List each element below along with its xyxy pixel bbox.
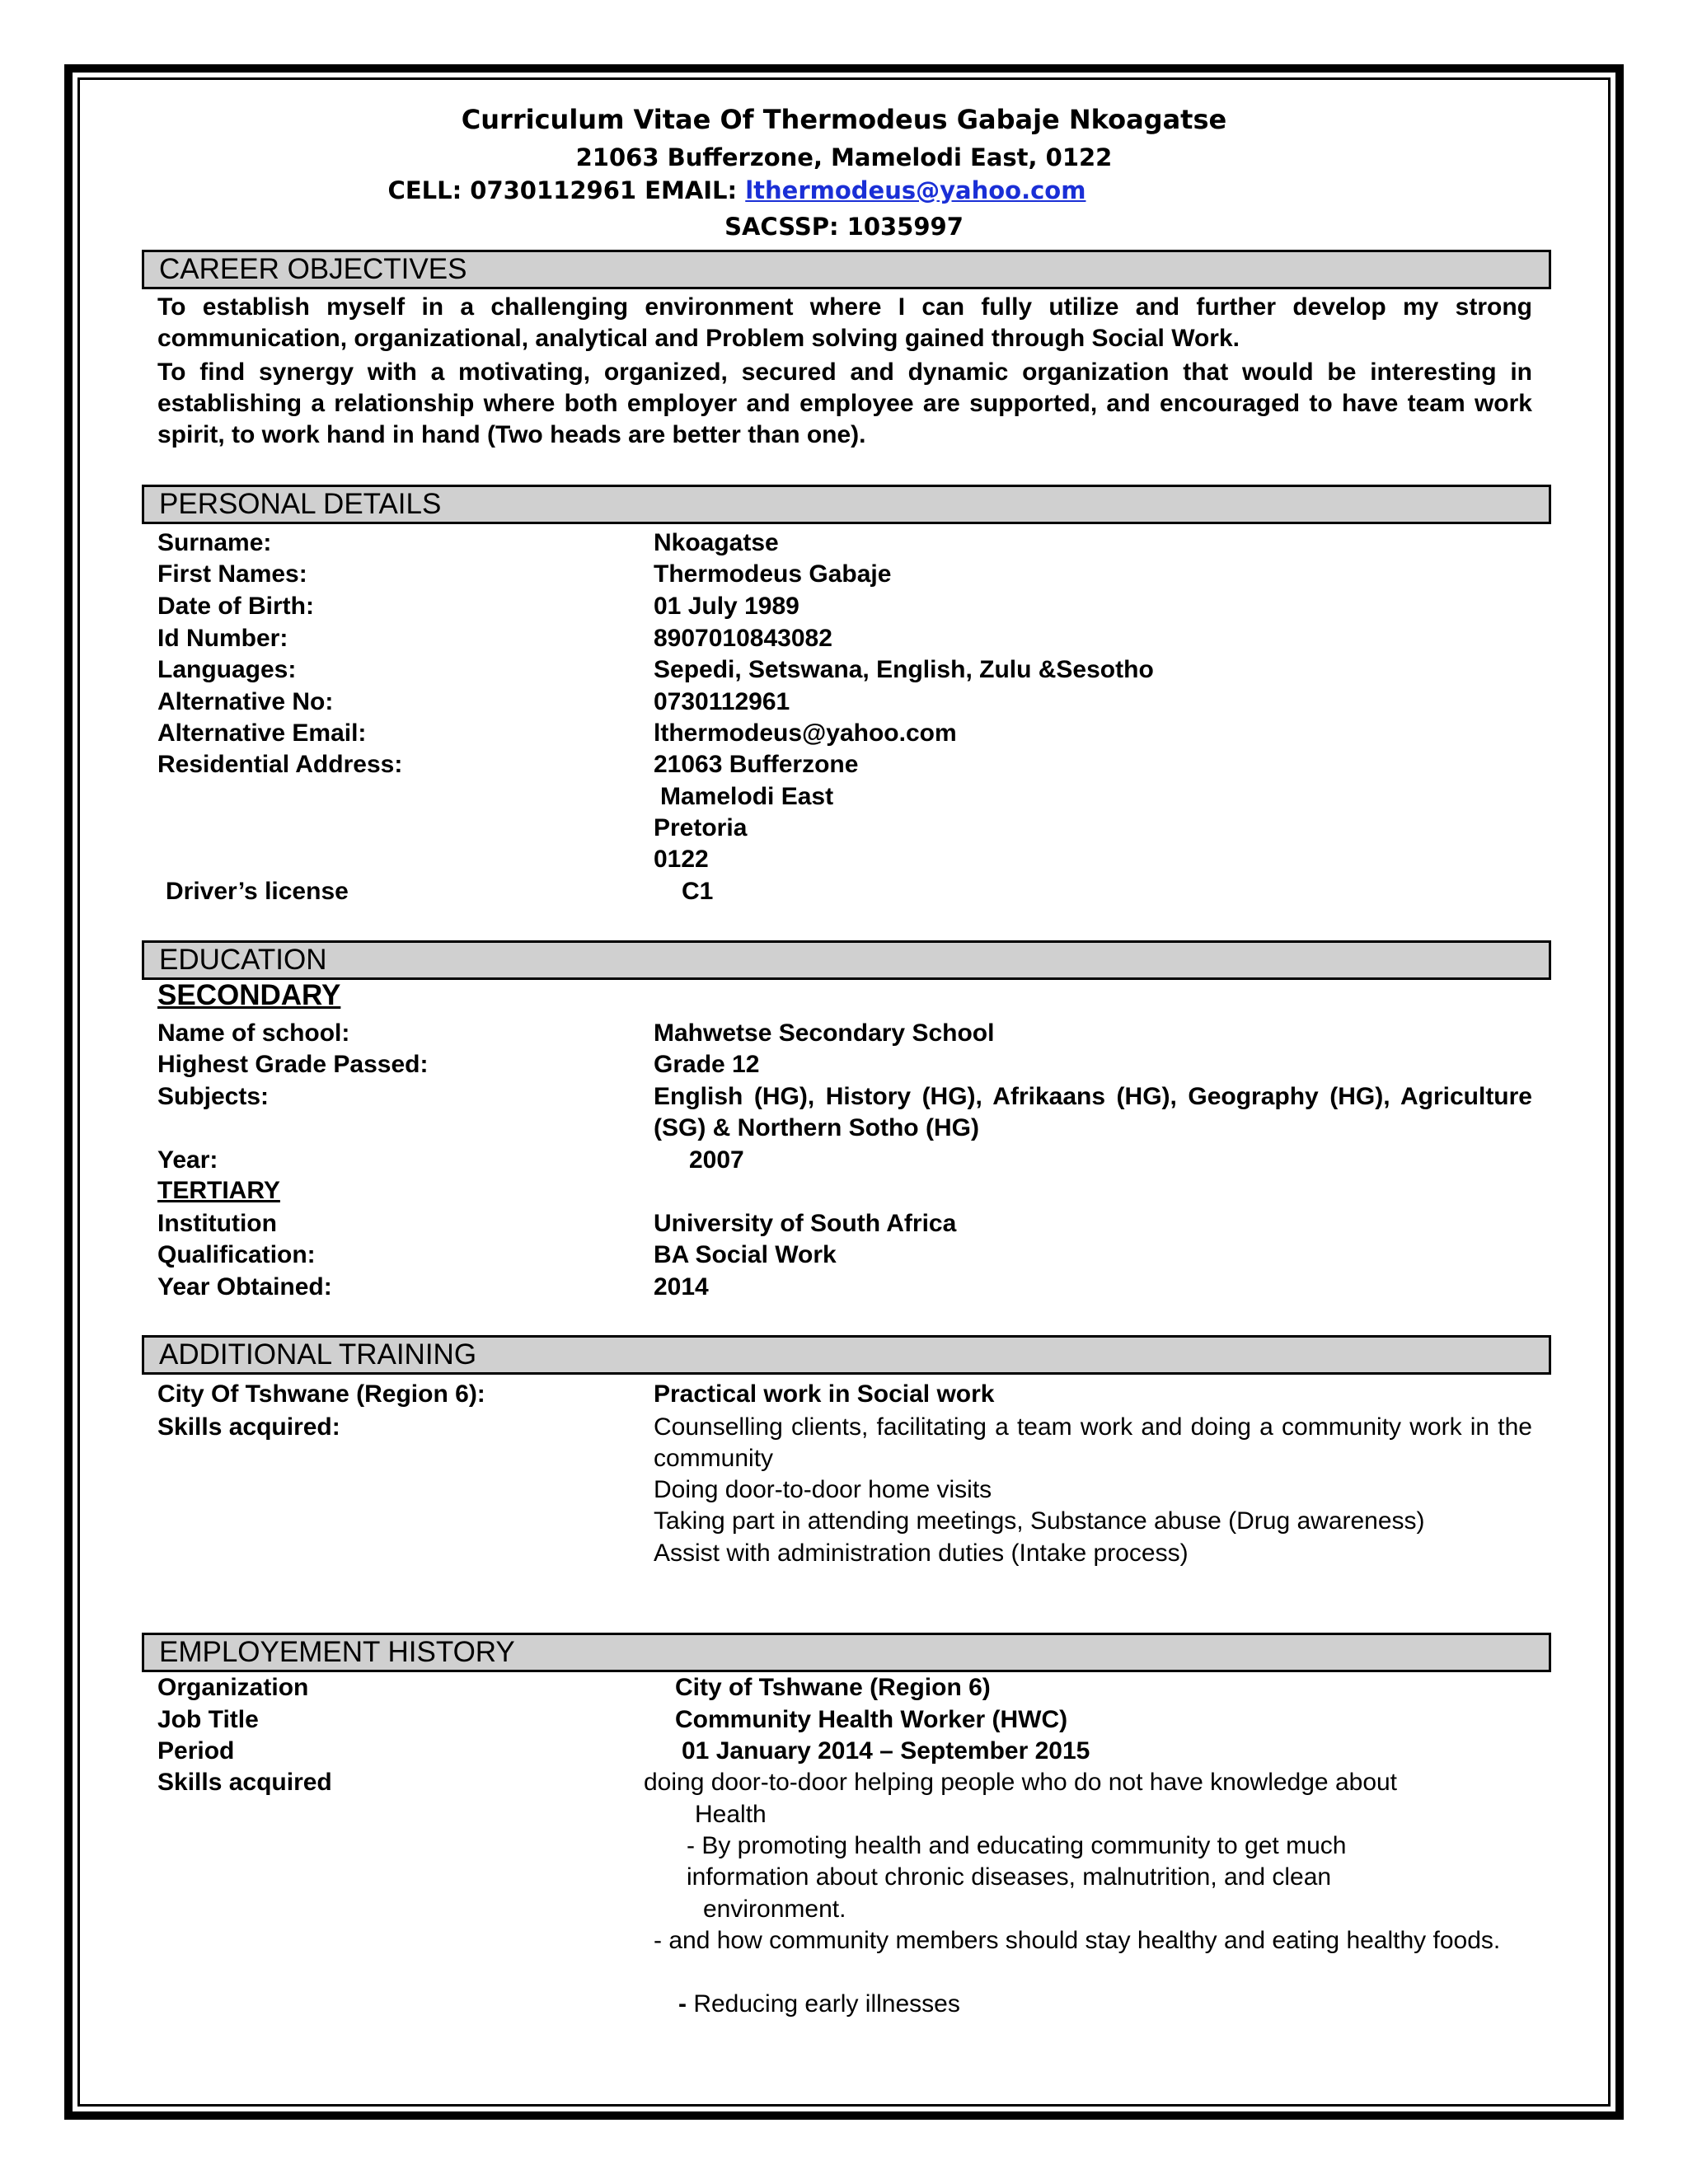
detail-label: Driver’s license — [166, 878, 349, 905]
detail-value: 2007 — [689, 1146, 744, 1174]
detail-value: Mahwetse Secondary School — [654, 1019, 995, 1047]
address-line-value: 0122 — [654, 846, 709, 873]
employment-skill-line: environment. — [703, 1896, 846, 1923]
employment-history-heading: EMPLOYEMENT HISTORY — [142, 1633, 1551, 1672]
detail-label: City Of Tshwane (Region 6): — [157, 1380, 485, 1408]
education-heading: EDUCATION — [142, 940, 1551, 980]
detail-value: 21063 Bufferzone — [654, 751, 859, 778]
detail-label: Job Title — [157, 1706, 259, 1733]
bullet-dash: - — [678, 1990, 687, 2018]
secondary-heading: SECONDARY — [157, 979, 341, 1011]
detail-value: C1 — [682, 878, 714, 905]
detail-label: Name of school: — [157, 1019, 350, 1047]
detail-value: BA Social Work — [654, 1241, 837, 1268]
employment-skill-text: Reducing early illnesses — [687, 1990, 960, 2018]
detail-label: Alternative Email: — [157, 719, 367, 747]
detail-label: Alternative No: — [157, 688, 334, 715]
detail-label: Institution — [157, 1210, 277, 1237]
detail-value: University of South Africa — [654, 1210, 957, 1237]
detail-value: Thermodeus Gabaje — [654, 560, 892, 588]
detail-value: English (HG), History (HG), Afrikaans (HG), Geography (HG), Agriculture (SG) & Northern Sotho (HG) — [654, 1083, 1532, 1141]
employment-skill-line: Health — [695, 1801, 767, 1828]
employment-skill-line: information about chronic diseases, malnutrition, and clean — [687, 1863, 1332, 1891]
detail-label: Skills acquired — [157, 1769, 332, 1796]
detail-value: 8907010843082 — [654, 625, 832, 652]
detail-value: lthermodeus@yahoo.com — [654, 719, 957, 747]
cell-label: CELL: 0730112961 EMAIL: — [387, 176, 746, 204]
header-contact — [0, 176, 1581, 204]
detail-label: Highest Grade Passed: — [157, 1051, 429, 1078]
tertiary-heading: TERTIARY — [157, 1177, 280, 1204]
detail-value: Community Health Worker (HWC) — [675, 1706, 1068, 1733]
detail-value: Grade 12 — [654, 1051, 760, 1078]
detail-label: Date of Birth: — [157, 593, 314, 620]
career-objectives-heading: CAREER OBJECTIVES — [142, 250, 1551, 289]
employment-skill-line: - By promoting health and educating community to get much — [687, 1832, 1347, 1859]
training-skill-line: Taking part in attending meetings, Substance abuse (Drug awareness) — [654, 1507, 1425, 1535]
sacssp-number: SACSSP: 1035997 — [724, 213, 964, 241]
detail-value: 01 January 2014 – September 2015 — [682, 1737, 1090, 1765]
detail-label: Languages: — [157, 656, 297, 683]
detail-label: Subjects: — [157, 1083, 270, 1110]
detail-value: 2014 — [654, 1273, 709, 1301]
employment-skill-line: doing door-to-door helping people who do not have knowledge about — [644, 1769, 1398, 1796]
detail-label: Skills acquired: — [157, 1413, 340, 1441]
detail-value: Practical work in Social work — [654, 1380, 995, 1408]
detail-value: City of Tshwane (Region 6) — [675, 1674, 991, 1701]
detail-value: 0730112961 — [654, 688, 790, 715]
detail-value: Sepedi, Setswana, English, Zulu &Sesotho — [654, 656, 1154, 683]
additional-training-heading: ADDITIONAL TRAINING — [142, 1335, 1551, 1375]
detail-label: Organization — [157, 1674, 309, 1701]
detail-label: Qualification: — [157, 1241, 316, 1268]
detail-label: Residential Address: — [157, 751, 403, 778]
detail-value: Counselling clients, facilitating a team work and doing a community work in the community — [654, 1413, 1532, 1472]
detail-label: Surname: — [157, 529, 272, 556]
training-skill-line: Assist with administration duties (Intake process) — [654, 1540, 1189, 1567]
detail-label: Period — [157, 1737, 235, 1765]
address-line-value: Pretoria — [654, 814, 748, 841]
personal-details-heading: PERSONAL DETAILS — [142, 485, 1551, 524]
detail-label: Year Obtained: — [157, 1273, 332, 1301]
address-line-value: Mamelodi East — [660, 783, 834, 810]
detail-label: First Names: — [157, 560, 307, 588]
email-link[interactable]: lthermodeus@yahoo.com — [745, 176, 1086, 204]
cv-title: Curriculum Vitae Of Thermodeus Gabaje Nkoagatse — [461, 104, 1227, 135]
detail-label: Year: — [157, 1146, 218, 1174]
career-objective-1: To establish myself in a challenging environment where I can fully utilize and further develop my strong communication, organizational, analytical and Problem solving gained through Social Work. — [157, 293, 1532, 352]
detail-label: Id Number: — [157, 625, 288, 652]
detail-value: 01 July 1989 — [654, 593, 799, 620]
detail-value: Nkoagatse — [654, 529, 779, 556]
career-objective-2: To find synergy with a motivating, organized, secured and dynamic organization that would be interesting in establishing a relationship where both employer and employee are supported, and encouraged to have team work spirit, to work hand in hand (Two heads are better than one). — [157, 359, 1532, 448]
training-skill-line: Doing door-to-door home visits — [654, 1476, 992, 1503]
header-address: 21063 Bufferzone, Mamelodi East, 0122 — [575, 143, 1113, 171]
employment-skill-paragraph: - and how community members should stay healthy and eating healthy foods. — [654, 1927, 1501, 1954]
employment-skill-line — [678, 1989, 960, 2020]
